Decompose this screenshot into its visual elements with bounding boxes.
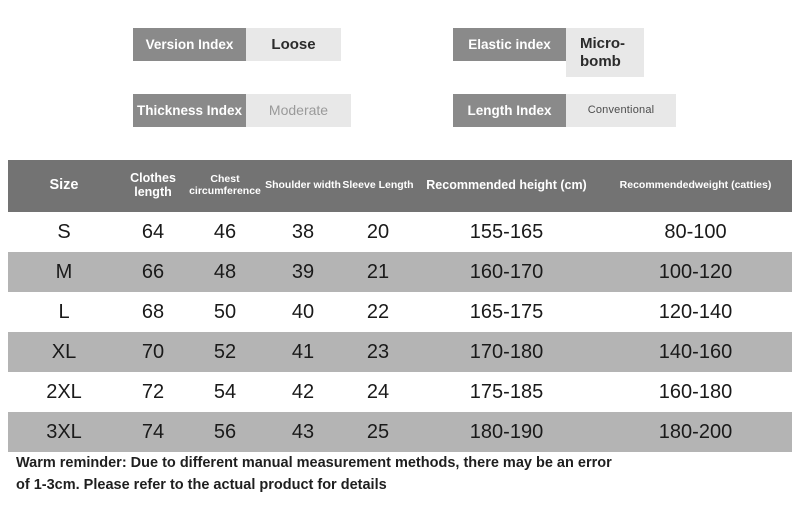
cell-weight: 180-200 (658, 420, 733, 443)
cell-chest: 56 (213, 420, 237, 443)
index-badge-elastic (453, 28, 644, 77)
index-key-version: Version Index (133, 28, 246, 61)
cell-height: 180-190 (469, 420, 544, 443)
cell-weight: 120-140 (658, 300, 733, 323)
index-badge-version (133, 28, 341, 61)
column-header-recommended-weight: Recommendedweight (catties) (619, 179, 772, 192)
cell-height: 175-185 (469, 380, 544, 403)
cell-chest: 48 (213, 260, 237, 283)
column-header-shoulder-width: Shoulder width (265, 179, 341, 192)
cell-chest: 46 (213, 220, 237, 243)
cell-sleeve: 25 (366, 420, 390, 443)
cell-size: XL (51, 340, 77, 363)
cell-weight: 80-100 (664, 220, 727, 243)
cell-sleeve: 22 (366, 300, 390, 323)
cell-height: 155-165 (469, 220, 544, 243)
index-badges-section (0, 0, 800, 138)
index-key-elastic: Elastic index (453, 28, 566, 61)
table-header-row (8, 160, 792, 212)
column-header-chest-circumference: Chest circumference (189, 173, 261, 197)
index-badge-thickness (133, 94, 351, 127)
cell-chest: 52 (213, 340, 237, 363)
cell-weight: 100-120 (658, 260, 733, 283)
cell-weight: 140-160 (658, 340, 733, 363)
index-badge-length (453, 94, 676, 127)
column-header-clothes-length: Clothes length (130, 171, 176, 199)
cell-height: 160-170 (469, 260, 544, 283)
table-body (8, 212, 792, 452)
size-chart-table (8, 160, 792, 452)
cell-size: 2XL (46, 380, 82, 403)
index-key-length: Length Index (453, 94, 566, 127)
cell-clothes-length: 74 (141, 420, 165, 443)
cell-clothes-length: 66 (141, 260, 165, 283)
cell-chest: 54 (213, 380, 237, 403)
index-value-thickness: Moderate (246, 94, 351, 127)
table-row (8, 252, 792, 292)
table-row (8, 332, 792, 372)
cell-height: 165-175 (469, 300, 544, 323)
cell-shoulder: 38 (291, 220, 315, 243)
cell-size: 3XL (46, 420, 82, 443)
cell-size: S (57, 220, 71, 243)
warm-reminder-line-2: of 1-3cm. Please refer to the actual product for details (16, 477, 387, 494)
table-row (8, 212, 792, 252)
cell-size: M (55, 260, 73, 283)
cell-sleeve: 20 (366, 220, 390, 243)
size-chart-table-wrapper (8, 160, 792, 452)
cell-shoulder: 42 (291, 380, 315, 403)
cell-clothes-length: 64 (141, 220, 165, 243)
cell-sleeve: 23 (366, 340, 390, 363)
cell-height: 170-180 (469, 340, 544, 363)
cell-weight: 160-180 (658, 380, 733, 403)
cell-clothes-length: 68 (141, 300, 165, 323)
index-value-elastic: Micro-bomb (566, 28, 644, 77)
column-header-sleeve-length: Sleeve Length (342, 179, 414, 192)
cell-shoulder: 39 (291, 260, 315, 283)
warm-reminder-note (16, 452, 786, 497)
column-header-size: Size (49, 177, 79, 194)
warm-reminder-line-1: Warm reminder: Due to different manual measurement methods, there may be an error (16, 455, 612, 471)
cell-shoulder: 40 (291, 300, 315, 323)
table-row (8, 372, 792, 412)
cell-chest: 50 (213, 300, 237, 323)
cell-size: L (58, 300, 70, 323)
cell-clothes-length: 70 (141, 340, 165, 363)
cell-shoulder: 41 (291, 340, 315, 363)
index-value-length: Conventional (566, 94, 676, 127)
cell-clothes-length: 72 (141, 380, 165, 403)
cell-sleeve: 24 (366, 380, 390, 403)
table-row (8, 412, 792, 452)
table-header-row-group (8, 160, 792, 212)
index-key-thickness: Thickness Index (133, 94, 246, 127)
cell-sleeve: 21 (366, 260, 390, 283)
column-header-recommended-height: Recommended height (cm) (426, 178, 587, 193)
cell-shoulder: 43 (291, 420, 315, 443)
table-row (8, 292, 792, 332)
index-value-version: Loose (246, 28, 341, 61)
